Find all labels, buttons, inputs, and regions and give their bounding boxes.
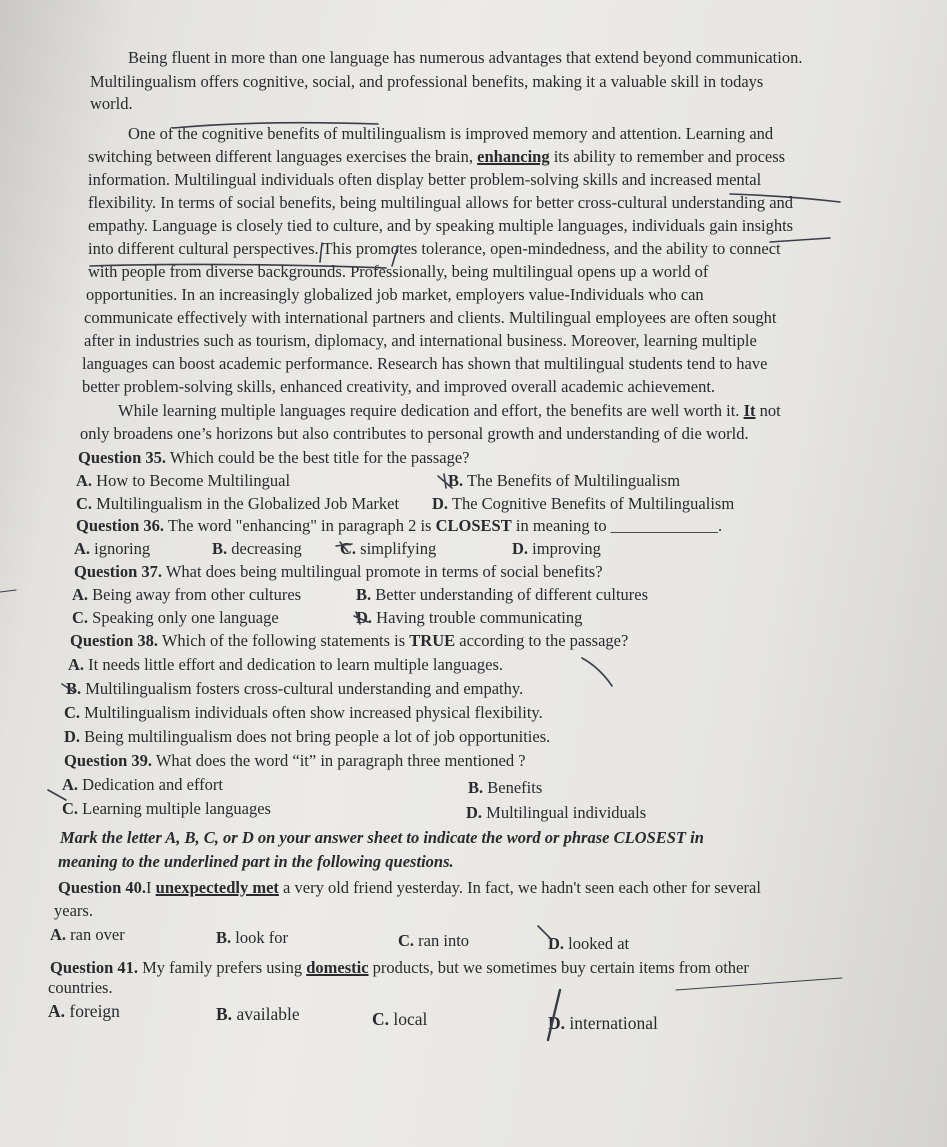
option-text: available — [236, 1004, 300, 1024]
question-text: a very old friend yesterday. In fact, we hadn't seen each other for several — [283, 878, 761, 897]
option-text: Dedication and effort — [82, 775, 223, 794]
option-letter: B. — [448, 471, 464, 490]
passage-line: communicate effectively with international partners and clients. Multilingual employees are often sought — [84, 308, 777, 327]
option-text: The Benefits of Multilingualism — [466, 471, 681, 490]
q38-option-c[interactable] — [64, 703, 543, 723]
question-label: Question 40. — [58, 878, 147, 897]
q40-option-a[interactable] — [50, 925, 125, 945]
passage-line: world. — [90, 94, 133, 113]
q41-option-b[interactable] — [216, 1004, 300, 1024]
option-letter: A. — [48, 1001, 66, 1021]
option-text: local — [393, 1009, 428, 1029]
underlined-word-enhancing: enhancing — [477, 147, 550, 166]
option-letter: C. — [398, 931, 415, 950]
q37-option-b[interactable] — [356, 585, 648, 605]
q40-option-c[interactable] — [398, 931, 469, 951]
option-text: look for — [235, 928, 288, 947]
question-39 — [64, 751, 526, 771]
option-text: How to Become Multilingual — [96, 471, 291, 490]
passage-line: opportunities. In an increasingly globalized job market, employers value-Individuals who can — [86, 285, 704, 304]
passage-line: Being fluent in more than one language has numerous advantages that extend beyond communication. — [128, 48, 803, 67]
option-text: foreign — [69, 1001, 120, 1021]
question-40-line2: years. — [54, 901, 93, 920]
option-letter: A. — [68, 655, 85, 674]
option-letter: A. — [74, 539, 91, 558]
underlined-word-it: It — [743, 401, 756, 420]
q41-option-a[interactable] — [48, 1001, 120, 1021]
option-text: Multilingualism in the Globalized Job Market — [96, 494, 400, 513]
question-keyword: TRUE — [409, 631, 456, 650]
question-35 — [78, 448, 470, 468]
q39-option-d[interactable] — [466, 803, 646, 823]
option-text: Better understanding of different cultures — [375, 585, 649, 604]
option-letter: B. — [356, 585, 372, 604]
passage-line: only broadens one’s horizons but also contributes to personal growth and understanding of die world. — [80, 424, 749, 443]
passage-line: better problem-solving skills, enhanced creativity, and improved overall academic achievement. — [82, 377, 716, 396]
option-text: The Cognitive Benefits of Multilingualism — [451, 494, 735, 513]
option-text: Multilingualism individuals often show increased physical flexibility. — [84, 703, 543, 722]
question-37 — [74, 562, 603, 582]
passage-text: switching between different languages exercises the brain, — [88, 147, 474, 166]
q39-option-a[interactable] — [62, 775, 223, 795]
q37-option-c[interactable] — [72, 608, 279, 628]
option-text: simplifying — [360, 539, 437, 558]
q39-option-b[interactable] — [468, 778, 542, 798]
question-label: Question 41. — [50, 958, 139, 977]
q36-option-b[interactable] — [212, 539, 302, 559]
passage-line: into different cultural perspectives. This promotes tolerance, open-mindedness, and the ability to connect — [88, 239, 781, 258]
option-letter: C. — [372, 1009, 390, 1029]
passage-line: languages can boost academic performance. Research has shown that multilingual students tend to have — [82, 354, 768, 373]
underlined-word: domestic — [306, 958, 369, 977]
q35-option-c[interactable] — [76, 494, 399, 514]
q41-option-c[interactable] — [372, 1009, 427, 1029]
option-letter: D. — [548, 1013, 566, 1033]
question-label: Question 37. — [74, 562, 163, 581]
option-text: decreasing — [231, 539, 302, 558]
passage-line: empathy. Language is closely tied to culture, and by speaking multiple languages, individuals gain insights — [88, 216, 794, 235]
option-letter: D. — [356, 608, 373, 627]
option-text: Having trouble communicating — [376, 608, 583, 627]
passage-line: after in industries such as tourism, diplomacy, and international business. Moreover, learning multiple — [84, 331, 757, 350]
question-text: products, but we sometimes buy certain items from other — [372, 958, 749, 977]
option-letter: C. — [64, 703, 81, 722]
passage-line — [88, 147, 785, 167]
question-41 — [50, 958, 749, 978]
question-text: My family prefers using — [142, 958, 303, 977]
option-letter: C. — [340, 539, 357, 558]
option-text: looked at — [568, 934, 630, 953]
passage-line: flexibility. In terms of social benefits, being multilingual allows for better cross-cultural understanding and — [88, 193, 794, 212]
q40-option-d[interactable] — [548, 934, 629, 954]
passage-text: While learning multiple languages require dedication and effort, the benefits are well worth it. — [118, 401, 740, 420]
option-letter: B. — [468, 778, 484, 797]
question-label: Question 36. — [76, 516, 165, 535]
option-text: Being multilingualism does not bring people a lot of job opportunities. — [84, 727, 551, 746]
question-text: Which of the following statements is — [161, 631, 406, 650]
question-text: according to the passage? — [459, 631, 629, 650]
q41-option-d[interactable] — [548, 1013, 658, 1033]
passage-text: not — [759, 401, 781, 420]
question-38 — [70, 631, 628, 651]
option-text: Multilingualism fosters cross-cultural understanding and empathy. — [85, 679, 524, 698]
option-text: Speaking only one language — [92, 608, 279, 627]
underlined-phrase: unexpectedly met — [155, 878, 279, 897]
passage-line — [118, 401, 781, 421]
answer-blank: _____________. — [610, 516, 723, 535]
option-letter: B. — [216, 928, 232, 947]
q35-option-a[interactable] — [76, 471, 290, 491]
option-letter: B. — [216, 1004, 233, 1024]
option-letter: A. — [72, 585, 89, 604]
option-text: ran over — [70, 925, 125, 944]
option-letter: C. — [72, 608, 89, 627]
option-letter: D. — [548, 934, 565, 953]
q36-option-a[interactable] — [74, 539, 150, 559]
option-letter: D. — [466, 803, 483, 822]
pencil-stroke — [0, 590, 16, 592]
option-letter: A. — [62, 775, 79, 794]
q40-option-b[interactable] — [216, 928, 288, 948]
option-letter: B. — [212, 539, 228, 558]
question-keyword: CLOSEST — [435, 516, 512, 535]
option-text: Being away from other cultures — [92, 585, 302, 604]
question-text: I — [146, 878, 152, 897]
passage-line: information. Multilingual individuals often display better problem-solving skills and increased mental — [88, 170, 762, 189]
option-text: Benefits — [487, 778, 543, 797]
passage-line: One of the cognitive benefits of multilingualism is improved memory and attention. Learning and — [128, 124, 774, 143]
passage-line: Multilingualism offers cognitive, social, and professional benefits, making it a valuable skill in todays — [90, 72, 764, 91]
q36-option-d[interactable] — [512, 539, 601, 559]
pencil-stroke — [582, 658, 612, 686]
question-text: What does being multilingual promote in terms of social benefits? — [165, 562, 603, 581]
question-label: Question 38. — [70, 631, 159, 650]
question-label: Question 35. — [78, 448, 167, 467]
option-letter: D. — [64, 727, 81, 746]
option-text: improving — [532, 539, 601, 558]
option-letter: D. — [432, 494, 449, 513]
option-text: international — [569, 1013, 658, 1033]
option-text: ignoring — [94, 539, 151, 558]
instruction-line: meaning to the underlined part in the following questions. — [58, 852, 454, 871]
question-41-line2: countries. — [48, 978, 113, 997]
option-letter: D. — [512, 539, 529, 558]
q37-option-d[interactable] — [356, 608, 582, 628]
pencil-stroke — [676, 978, 842, 990]
q38-option-a[interactable] — [68, 655, 503, 675]
q36-option-c[interactable] — [340, 539, 436, 559]
q39-option-c[interactable] — [62, 799, 271, 819]
option-letter: A. — [50, 925, 67, 944]
q35-option-d[interactable] — [432, 494, 734, 514]
option-text: ran into — [418, 931, 470, 950]
option-text: It needs little effort and dedication to learn multiple languages. — [88, 655, 503, 674]
question-label: Question 39. — [64, 751, 153, 770]
passage-text: its ability to remember and process — [553, 147, 786, 166]
passage-line: with people from diverse backgrounds. Professionally, being multilingual opens up a world of — [88, 262, 709, 281]
option-letter: C. — [62, 799, 79, 818]
question-36 — [76, 516, 722, 536]
question-text: What does the word “it” in paragraph three mentioned ? — [155, 751, 526, 770]
option-text: Multilingual individuals — [486, 803, 647, 822]
question-40 — [58, 878, 761, 898]
question-text: The word "enhancing" in paragraph 2 is — [167, 516, 432, 535]
option-text: Learning multiple languages — [82, 799, 271, 818]
q38-option-d[interactable] — [64, 727, 550, 747]
question-text: in meaning to — [515, 516, 607, 535]
instruction-line: Mark the letter A, B, C, or D on your answer sheet to indicate the word or phrase CLOSEST in — [60, 828, 704, 847]
option-letter: B. — [66, 679, 82, 698]
q38-option-b[interactable] — [66, 679, 523, 699]
option-letter: A. — [76, 471, 93, 490]
option-letter: C. — [76, 494, 93, 513]
q35-option-b[interactable] — [448, 471, 680, 491]
q37-option-a[interactable] — [72, 585, 301, 605]
question-text: Which could be the best title for the passage? — [169, 448, 470, 467]
